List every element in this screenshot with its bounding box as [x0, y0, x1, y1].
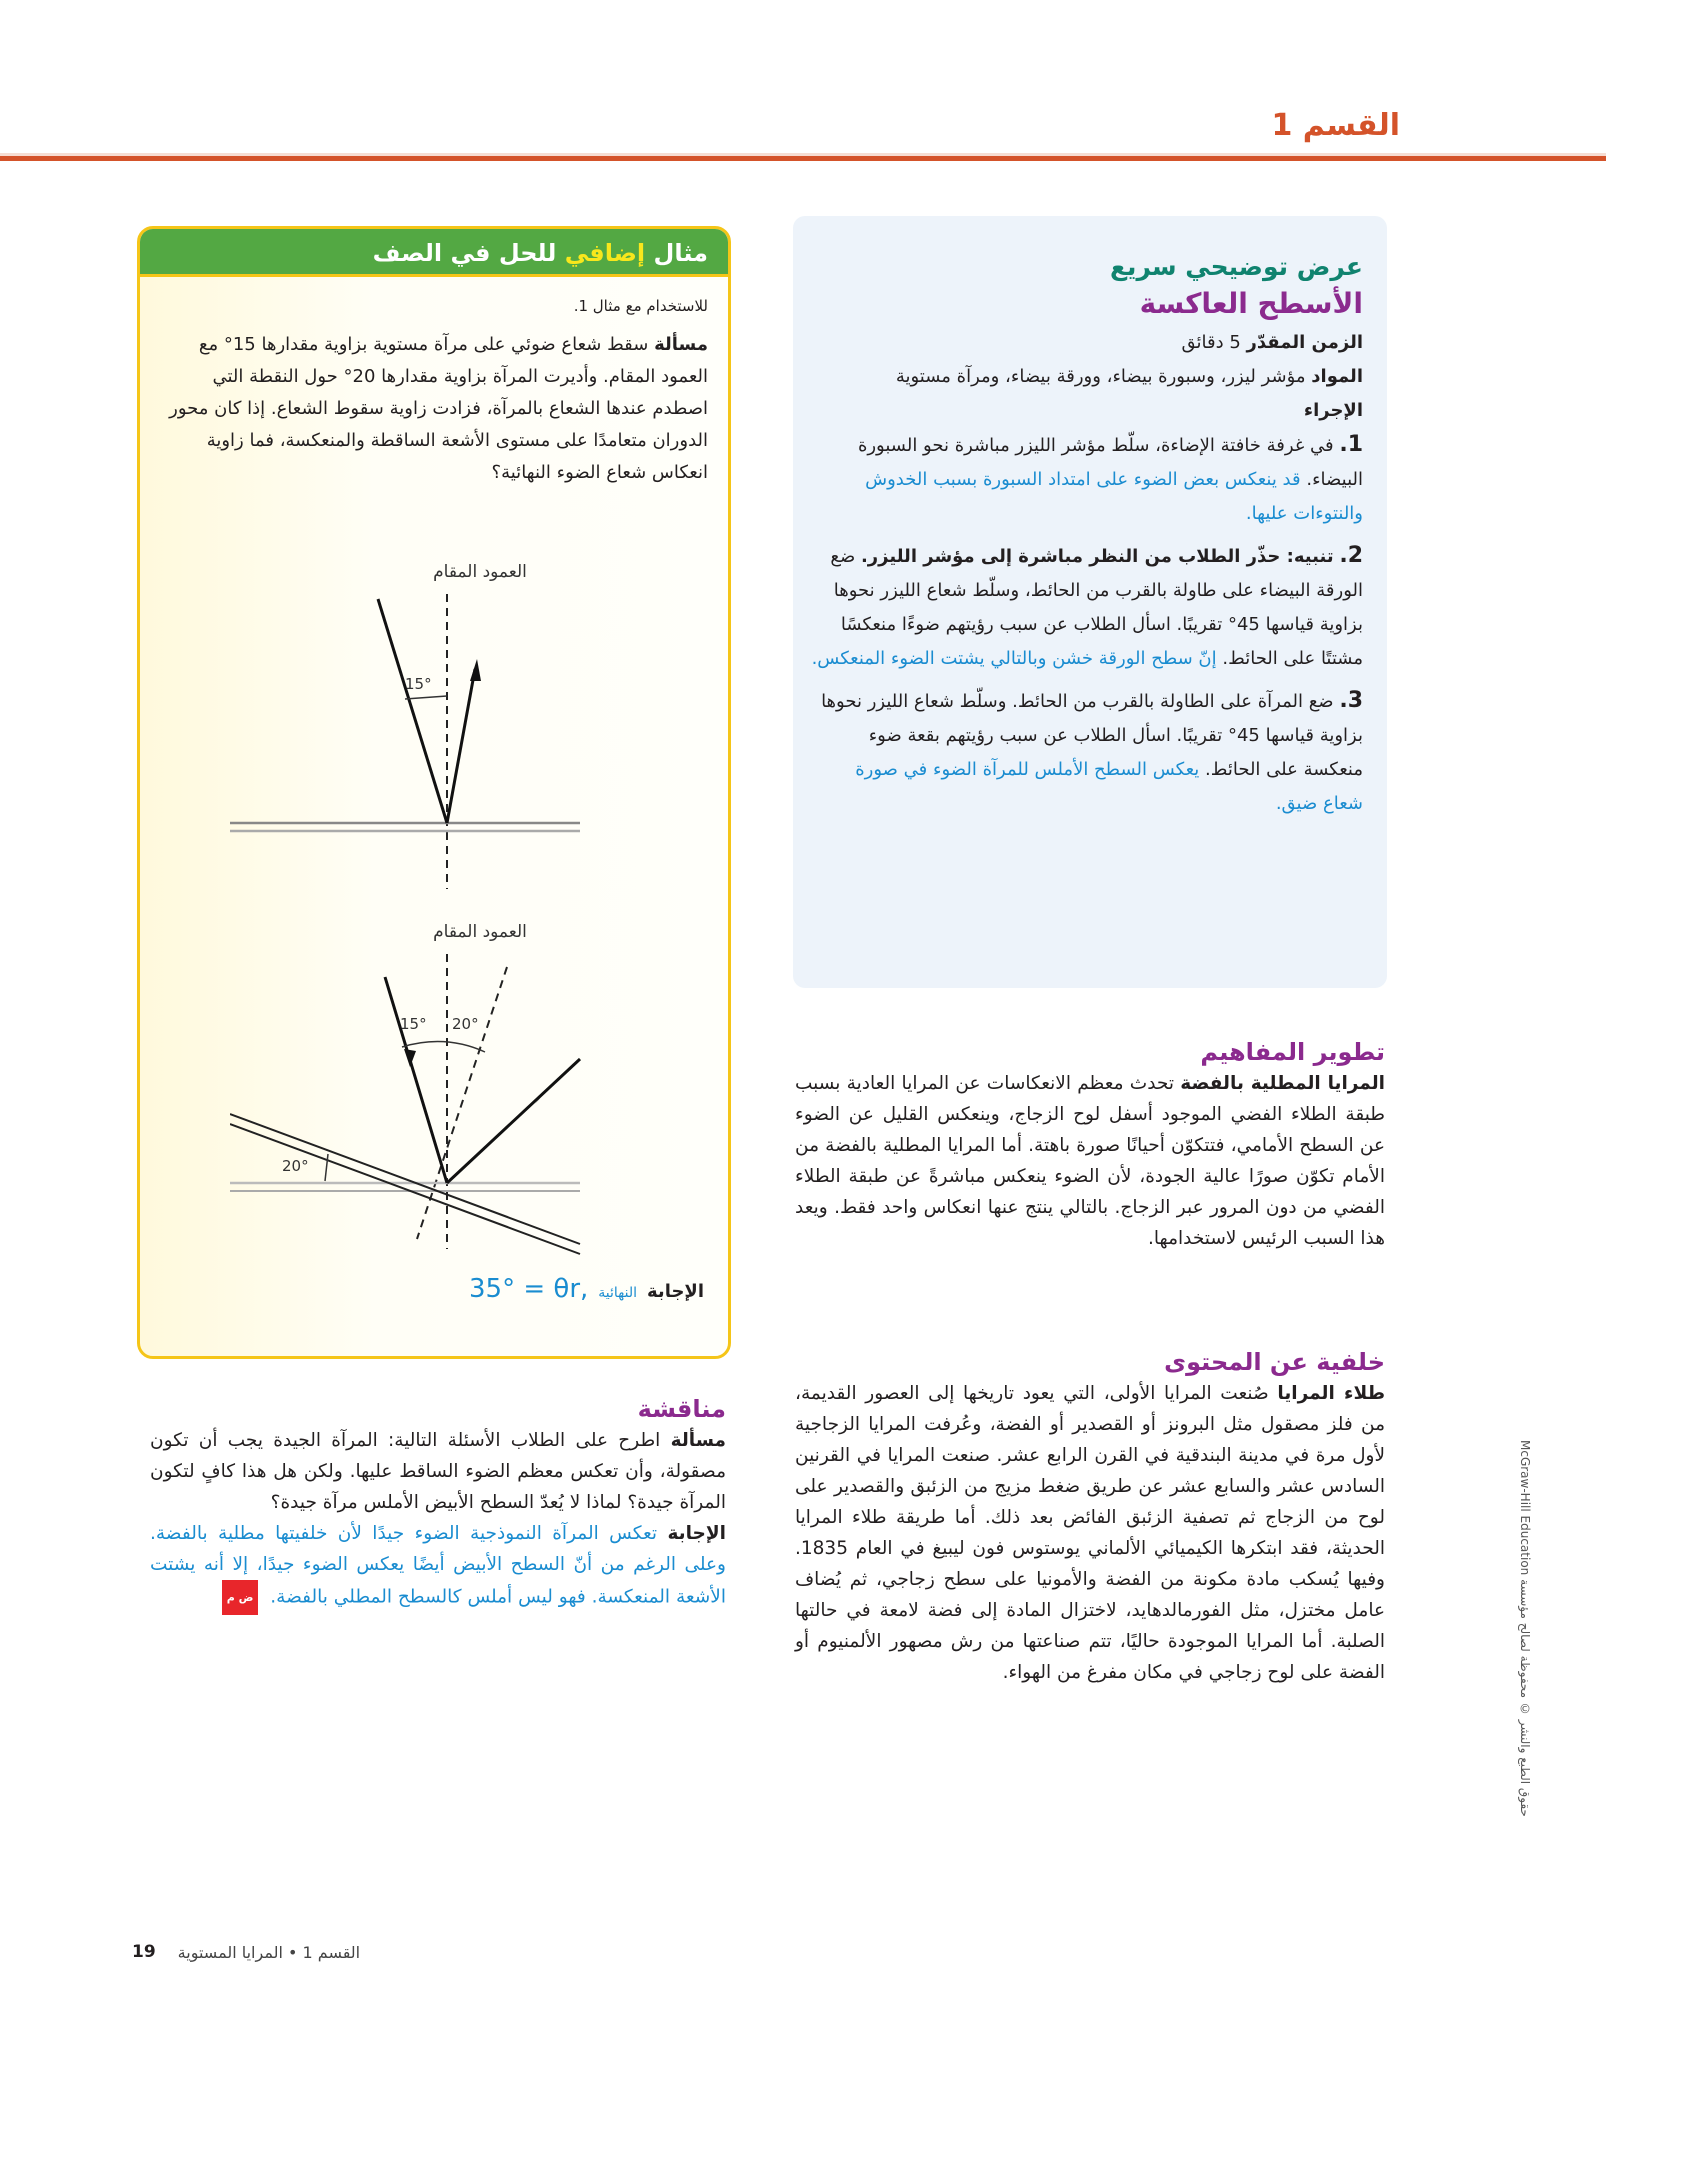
content-background-section	[795, 1348, 1385, 1688]
angle-incident-label: 15°	[400, 1015, 427, 1033]
example-header-word2: إضافي	[564, 239, 646, 267]
arrowhead-icon	[404, 1049, 416, 1067]
concepts-lead: المرايا المطلية بالفضة	[1180, 1073, 1385, 1094]
discussion-question	[150, 1425, 726, 1518]
mirror-angle-arc	[325, 1154, 328, 1181]
answer-subscript: النهائية	[598, 1285, 638, 1301]
demo-time-value: 5 دقائق	[1181, 332, 1241, 353]
concepts-text: تحدث معظم الانعكاسات عن المرايا العادية بسبب طبقة الطلاء الفضي الموجود أسفل لوح الزجاج، وينعكس القليل عن الضوء عن السطح الأمامي، فتتكوّن أحيانًا صورة باهتة. أما المرايا المطلية بالفضة من الأمام تكوّن صورًا عالية الجودة، لأن الضوء ينعكس مباشرةً عن طبقة الطلاء الفضي من دون المرور عبر الزجاج. بالتالي ينتج عنها انعكاس واحد فقط. ويعد هذا السبب الرئيس لاستخدامها.	[795, 1073, 1385, 1249]
background-heading: خلفية عن المحتوى	[1164, 1348, 1385, 1376]
develop-concepts-section	[795, 1038, 1385, 1254]
normal-label: العمود المقام	[433, 562, 527, 582]
page-footer	[132, 1942, 360, 1962]
demo-procedure-label	[811, 394, 1363, 428]
angle-rotation-label: 20°	[452, 1015, 479, 1033]
step-number: 2.	[1339, 543, 1363, 568]
step-answer: قد ينعكس بعض الضوء على امتداد السبورة بسبب الخدوش والنتوءات عليها.	[865, 469, 1363, 524]
background-body	[795, 1378, 1385, 1688]
demo-materials-label: المواد	[1311, 366, 1363, 387]
usage-note: للاستخدام مع مثال 1.	[573, 297, 708, 315]
step-answer: إنّ سطح الورقة خشن وبالتالي يشتت الضوء المنعكس.	[811, 648, 1217, 669]
demo-materials-text: مؤشر ليزر، وسبورة بيضاء، وورقة بيضاء، ومرآة مستوية	[895, 366, 1306, 387]
demo-time-label: الزمن المقدّر	[1246, 332, 1363, 353]
reflection-diagram-rotated	[230, 919, 650, 1259]
incident-ray	[385, 977, 447, 1183]
header-rule	[0, 156, 1606, 161]
arrowhead-icon	[470, 659, 481, 681]
question-label: مسألة	[670, 1430, 726, 1451]
answer-value: 35° = θr,	[469, 1274, 589, 1304]
angle-label: 15°	[405, 675, 432, 693]
demo-kicker: عرض توضيحي سريع	[1109, 252, 1363, 281]
mirror-angle-label: 20°	[282, 1157, 309, 1175]
rotated-mirror	[230, 1114, 580, 1244]
section-title: القسم 1	[1271, 108, 1400, 143]
step-text: في غرفة خافتة الإضاءة، سلّط مؤشر الليزر مباشرة نحو السبورة البيضاء.	[857, 435, 1363, 490]
reflected-ray	[447, 1059, 580, 1183]
quick-demo-box	[793, 216, 1387, 988]
step-answer: يعكس السطح الأملس للمرآة الضوء في صورة شعاع ضيق.	[855, 759, 1363, 814]
discussion-answer-text: تعكس المرآة النموذجية الضوء جيدًا لأن خلفيتها مطلية بالفضة. وعلى الرغم من أنّ السطح الأبيض أيضًا يعكس الضوء جيدًا، إلا أنه يشتت الأشعة المنعكسة. فهو ليس أملس كالسطح المطلي بالفضة.	[150, 1523, 726, 1608]
angle-arc	[405, 696, 447, 699]
step-number: 1.	[1339, 432, 1363, 457]
example-header-word1: مثال	[653, 239, 708, 267]
rotated-mirror-back	[230, 1124, 580, 1254]
page-number: 19	[132, 1942, 156, 1962]
differentiation-badge: ض م	[222, 1580, 259, 1615]
background-text: صُنعت المرايا الأولى، التي يعود تاريخها إلى العصور القديمة، من فلز مصقول مثل البرونز أو القصدير أو الفضة، وعُرفت المرايا الزجاجية لأول مرة في مدينة البندقية في القرن الرابع عشر. صنعت المرايا في القرنين السادس عشر والسابع عشر عن طريق ضغط مزيج من الزئبق والقصدير على لوح من الزجاج ثم تصفية الزئبق الفائض بعد ذلك. أما طريقة طلاء المرايا الحديثة، فقد ابتكرها الكيميائي الألماني يوستوس فون ليبيغ في العام 1835. وفيها يُسكب مادة مكونة من الفضة والأمونيا على سطح زجاجي، ثم يُضاف عامل مختزل، مثل الفورمالدهايد، لاختزال المادة إلى فضة لامعة في حالتها الصلبة. أما المرايا الموجودة حاليًا، تتم صناعتها من رش مصهور الألمنيوم أو الفضة على لوح زجاجي في مكان مفرغ من الهواء.	[795, 1383, 1385, 1683]
discussion-answer-label: الإجابة	[667, 1523, 726, 1544]
step-text: ضع المرآة على الطاولة بالقرب من الحائط. وسلّط شعاع الليزر نحوها بزاوية قياسها 45° تقريبًا. اسأل الطلاب عن سبب رؤيتهم بقعة ضوء منعكسة على الحائط.	[821, 691, 1363, 780]
problem-text: سقط شعاع ضوئي على مرآة مستوية بزاوية مقدارها 15° مع العمود المقام. وأديرت المرآة بزاوية مقدارها 20° حول النقطة التي اصطدم عندها الشعاع بالمرآة، فزادت زاوية سقوط الشعاع. إذا كان محور الدوران متعامدًا على مستوى الأشعة الساقطة والمنعكسة، فما زاوية انعكاس شعاع الضوء النهائية؟	[169, 334, 708, 483]
angle-arc	[402, 1042, 485, 1052]
reflected-ray	[447, 669, 475, 823]
discussion-heading: مناقشة	[637, 1395, 726, 1423]
answer-label: الإجابة	[647, 1281, 704, 1302]
step-number: 3.	[1339, 688, 1363, 713]
concepts-body	[795, 1068, 1385, 1254]
demo-title: الأسطح العاكسة	[1139, 287, 1363, 320]
arrowhead-icon	[535, 1089, 548, 1104]
demo-step	[811, 684, 1363, 821]
normal-label: العمود المقام	[433, 922, 527, 942]
incident-ray	[378, 599, 447, 823]
demo-materials	[811, 360, 1363, 394]
background-lead: طلاء المرايا	[1277, 1383, 1385, 1404]
step-text: ضع الورقة البيضاء على طاولة بالقرب من الحائط، وسلّط شعاع الليزر نحوها بزاوية قياسها 45° تقريبًا. اسأل الطلاب عن سبب رؤيتهم ضوءًا منعكسًا مشتتًا على الحائط.	[830, 546, 1363, 669]
demo-step	[811, 539, 1363, 676]
concepts-heading: تطوير المفاهيم	[1200, 1038, 1385, 1066]
step-caution: تنبيه: حذّر الطلاب من النظر مباشرة إلى مؤشر الليزر.	[860, 546, 1334, 567]
copyright-notice: McGraw-Hill Education حقوق الطبع والنشر © محفوظة لصالح مؤسسة	[1518, 1440, 1532, 1817]
example-problem	[160, 329, 708, 489]
example-answer	[469, 1274, 704, 1304]
additional-example-box	[137, 226, 731, 1359]
example-header-word3: للحل في الصف	[372, 239, 557, 267]
example-header	[140, 229, 728, 277]
discussion-answer	[150, 1518, 726, 1615]
demo-step	[811, 428, 1363, 531]
footer-text: القسم 1 • المرايا المستوية	[177, 1942, 361, 1962]
problem-label: مسألة	[654, 334, 708, 355]
discussion-section	[150, 1395, 726, 1615]
demo-time	[811, 326, 1363, 360]
reflection-diagram-initial	[230, 559, 650, 889]
procedure-label: الإجراء	[1303, 400, 1363, 421]
question-text: اطرح على الطلاب الأسئلة التالية: المرآة الجيدة يجب أن تكون مصقولة، وأن تعكس معظم الضوء الساقط عليها. ولكن هل هذا كافٍ لتكون المرآة جيدة؟ لماذا لا يُعدّ السطح الأبيض الأملس مرآة جيدة؟	[150, 1430, 726, 1513]
